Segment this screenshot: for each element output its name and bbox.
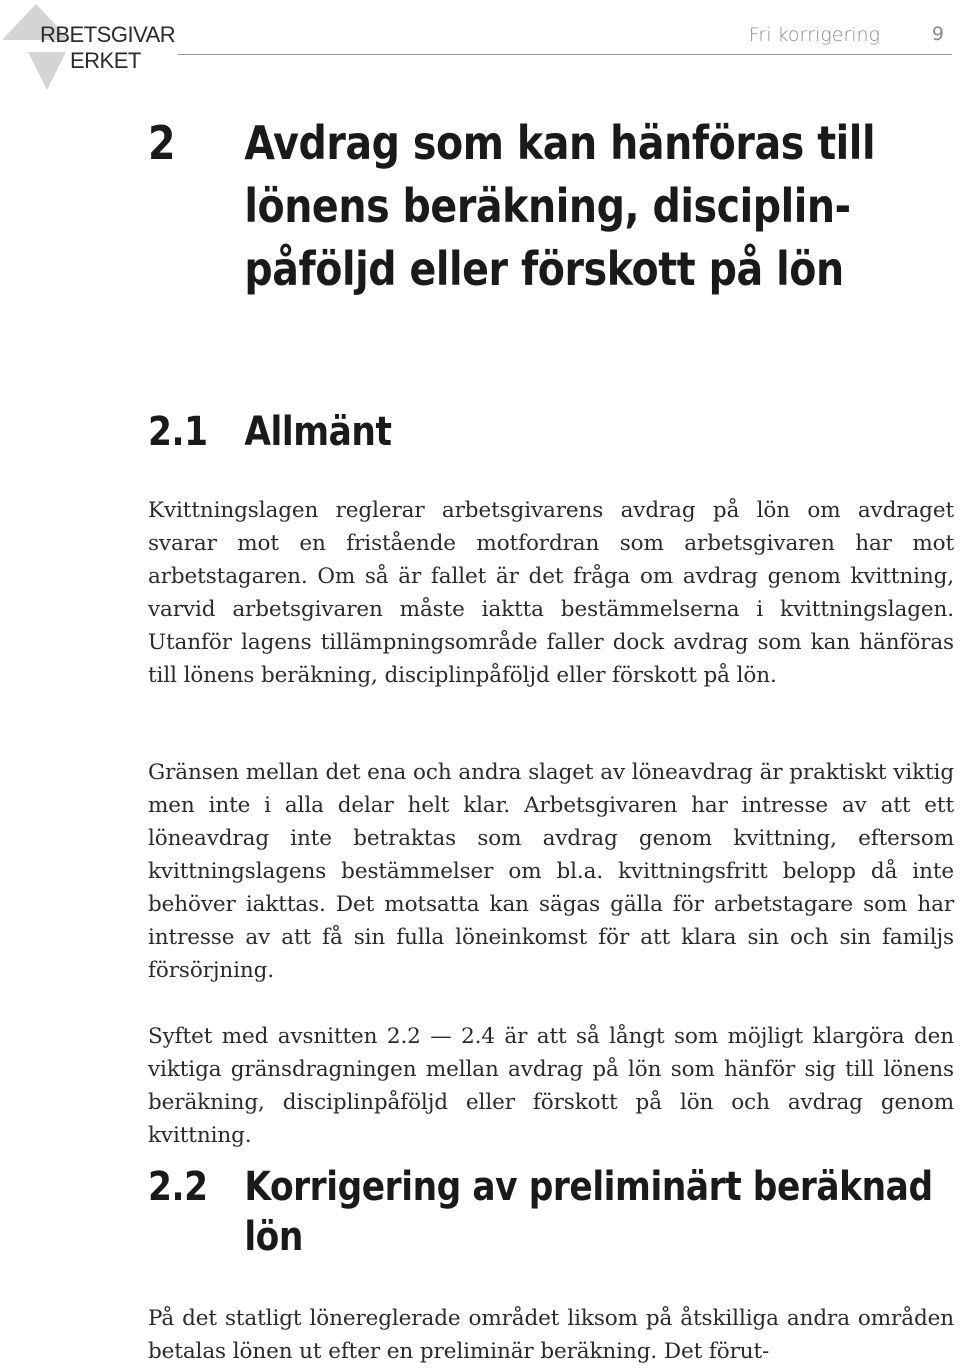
section-heading-2-2 [148, 1162, 939, 1272]
logo-text-line2: ERKET [70, 48, 141, 73]
section-title [244, 1162, 932, 1262]
chapter-title-line: påföljd eller förskott på lön [244, 242, 844, 296]
section-title: Allmänt [244, 409, 392, 455]
chapter-heading [148, 112, 939, 312]
page-number: 9 [931, 23, 944, 45]
body-paragraph: Syftet med avsnitten 2.2 — 2.4 är att så långt som möjligt klargöra den viktiga gränsdragningen mellan avdrag på lön som hänför sig till lönens beräkning, disciplinpåföljd eller förskott på lön och avdrag genom kvittning. [148, 1023, 954, 1148]
section-number: 2.1 [148, 409, 208, 455]
section-title-line: lön [244, 1214, 303, 1260]
chapter-title-line: Avdrag som kan hänföras till [244, 116, 876, 170]
section-heading-2-1 [148, 406, 836, 466]
body-paragraph: Kvittningslagen reglerar arbetsgivarens avdrag på lön om avdraget svarar mot en fristående motfordran som arbetsgivaren har mot arbetstagaren. Om så är fallet är det fråga om avdrag genom kvittning, varvid arbetsgivaren måste iaktta bestämmelserna i kvittningslagen. Utanför lagens tillämpningsområde faller dock avdrag som kan hänföras till lönens beräkning, disciplinpåföljd eller förskott på lön. [148, 497, 954, 688]
arbetsgivarverket-logo [0, 0, 200, 100]
body-paragraph: Gränsen mellan det ena och andra slaget av löneavdrag är praktiskt viktig men inte i alla delar helt klar. Arbetsgivaren har intresse av att ett löneavdrag inte betraktas som avdrag genom kvittning, eftersom kvittningslagens bestämmelser om bl.a. kvittningsfritt belopp då inte behöver iakttas. Det motsatta kan sägas gälla för arbetstagare som har intresse av att få sin fulla löneinkomst för att klara sin och sin familjs försörjning. [148, 759, 954, 983]
section-title-line: Korrigering av preliminärt beräknad [244, 1164, 933, 1210]
chapter-title-line: lönens beräkning, disciplin- [244, 179, 851, 233]
chapter-number: 2 [148, 116, 176, 170]
running-title: Fri korrigering [748, 24, 880, 46]
body-paragraph: På det statligt lönereglerade området liksom på åtskilliga andra områden betalas lönen ut efter en preliminär beräkning. Det förut- [148, 1305, 954, 1364]
logo-text-line1: RBETSGIVAR [40, 22, 176, 47]
running-header [178, 20, 952, 55]
chapter-title [244, 112, 875, 301]
section-number: 2.2 [148, 1164, 208, 1210]
